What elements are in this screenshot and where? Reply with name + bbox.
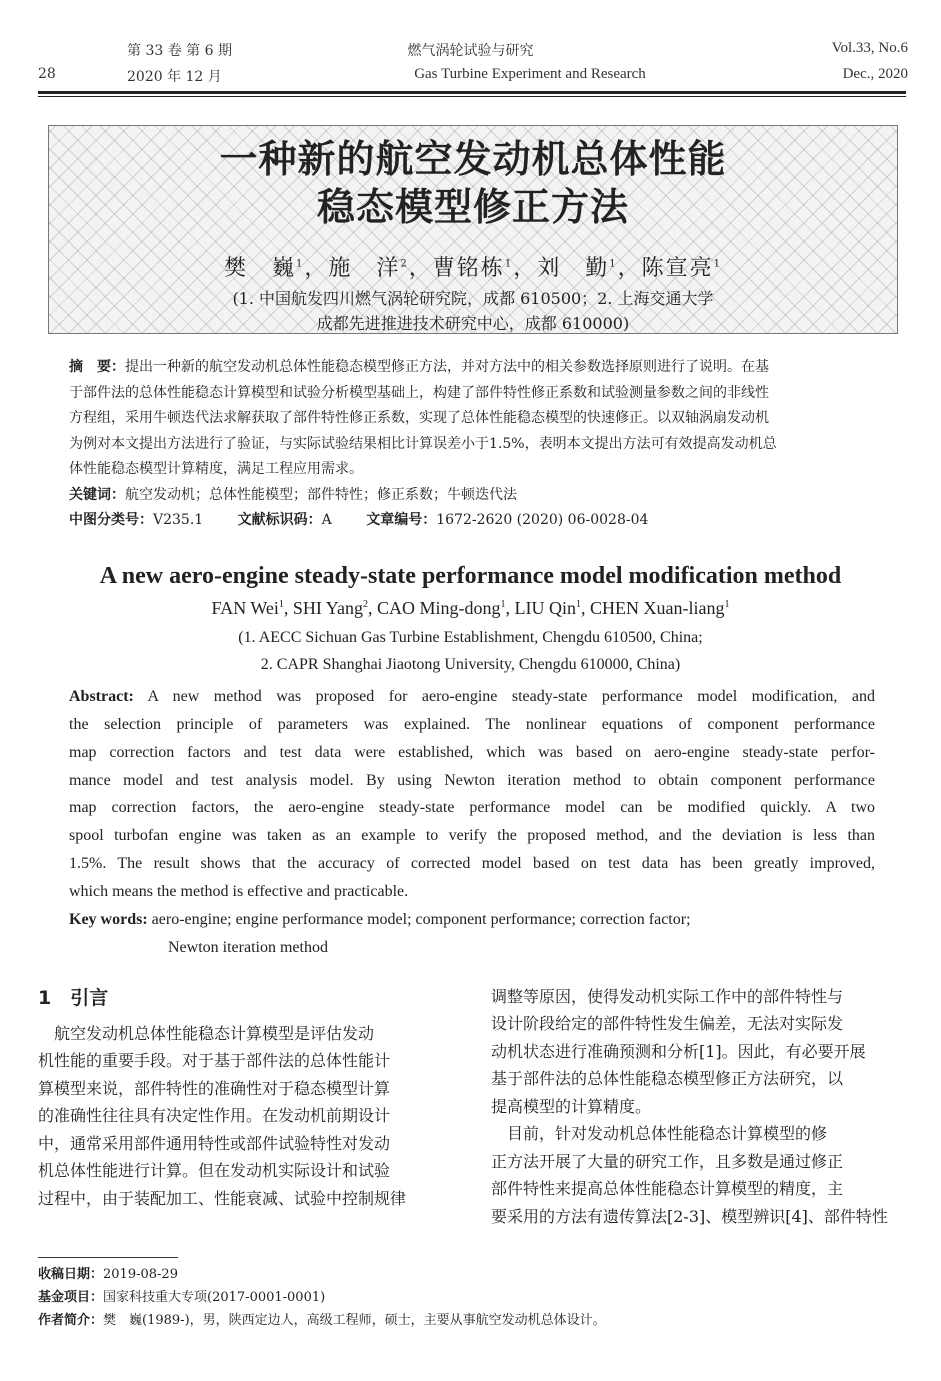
header-rule-thick (38, 91, 906, 94)
volume-issue-en: Vol.33, No.6 (831, 40, 908, 56)
left-col-line: 过程中，由于装配加工、性能衰减、试验中控制规律 (38, 1189, 407, 1208)
left-col-line: 中，通常采用部件通用特性或部件试验特性对发动 (38, 1134, 391, 1153)
title-cn-line2: 稳态模型修正方法 (316, 185, 629, 229)
title-cn-line1: 一种新的航空发动机总体性能 (219, 137, 727, 181)
left-col-line: 机总体性能进行计算。但在发动机实际设计和试验 (38, 1161, 391, 1180)
footnote-rule (38, 1257, 178, 1258)
abstract-cn-line: 体性能稳态模型计算精度，满足工程应用需求。 (69, 461, 363, 477)
right-col-line: 基于部件法的总体性能稳态模型修正方法研究，以 (491, 1069, 844, 1088)
footnote-received: 收稿日期：2019-08-29 (38, 1267, 178, 1282)
footnote-fund: 基金项目：国家科技重大专项(2017-0001-0001) (38, 1290, 326, 1305)
title-en: A new aero-engine steady-state performance model modification method (99, 563, 842, 589)
right-col-line: 要采用的方法有遗传算法[2-3]、模型辨识[4]、部件特性 (491, 1207, 888, 1226)
title-box (48, 125, 898, 334)
abstract-en-line: spool turbofan engine was taken as an example to verify the proposed method, and the deviation is less than (69, 827, 875, 844)
affiliation-en-line1: (1. AECC Sichuan Gas Turbine Establishment, Chengdu 610500, China; (238, 629, 703, 646)
keywords-en: Key words: aero-engine; engine performance model; component performance; correction factor; (69, 911, 691, 928)
abstract-cn-line: 于部件法的总体性能稳态计算模型和试验分析模型基础上，构建了部件特性修正系数和试验测量参数之间的非线性 (69, 385, 769, 401)
author-cn: 刘 勤$^1$ (537, 256, 618, 281)
abstract-en-line: mance model and test analysis model. By using Newton iteration method to obtain component performance (69, 772, 875, 789)
abstract-en-line: map correction factors, the aero-engine steady-state performance model can be modified quickly. A two (69, 799, 875, 816)
left-col-line: 航空发动机总体性能稳态计算模型是评估发动 (38, 1024, 375, 1043)
keywords-en-cont: Newton iteration method (168, 939, 328, 956)
footnote-bio: 作者简介：樊 巍(1989-)，男，陕西定边人，高级工程师，硕士，主要从事航空发动机总体设计。 (38, 1313, 606, 1328)
keywords-cn-label: 关键词： (69, 487, 125, 503)
authors-cn: 樊 巍$^1$，施 洋$^2$，曹铭栋$^1$，刘 勤$^1$，陈宣亮$^1$ (223, 256, 722, 281)
affiliation-en-line2: 2. CAPR Shanghai Jiaotong University, Chengdu 610000, China) (260, 656, 681, 673)
left-col-line: 算模型来说，部件特性的准确性对于稳态模型计算 (38, 1079, 391, 1098)
date-en: Dec., 2020 (842, 66, 908, 82)
right-col-line: 动机状态进行准确预测和分析[1]。因此，有必要开展 (491, 1042, 866, 1061)
keywords-en-label: Key words: (69, 911, 148, 928)
left-col-line: 的准确性往往具有决定性作用。在发动机前期设计 (38, 1106, 391, 1125)
author-cn: 陈宣亮$^1$ (641, 256, 722, 281)
right-col-line: 正方法开展了大量的研究工作，且多数是通过修正 (491, 1152, 844, 1171)
keywords-cn: 关键词：航空发动机；总体性能模型；部件特性；修正系数；牛顿迭代法 (69, 487, 517, 503)
journal-title-en: Gas Turbine Experiment and Research (414, 66, 646, 82)
volume-issue-cn: 第 33 卷 第 6 期 (127, 43, 232, 59)
abstract-en-line: which means the method is effective and practicable. (69, 883, 409, 900)
author-cn: 曹铭栋$^1$ (432, 256, 514, 281)
right-col-line: 调整等原因，使得发动机实际工作中的部件特性与 (491, 987, 844, 1006)
date-cn: 2020 年 12 月 (127, 69, 222, 85)
abstract-en-label: Abstract: (69, 688, 134, 705)
journal-title-cn: 燃气涡轮试验与研究 (407, 43, 534, 59)
abstract-cn-line: 为例对本文提出方法进行了验证，与实际试验结果相比计算误差小于1.5%，表明本文提出方法可有效提高发动机总 (69, 436, 777, 452)
abstract-cn-line: 方程组，采用牛顿迭代法求解获取了部件特性修正系数，实现了总体性能稳态模型的快速修正。以双轴涡扇发动机 (69, 410, 769, 426)
abstract-en-line: the selection principle of parameters was explained. The nonlinear equations of component performance (69, 716, 875, 733)
right-col-line: 设计阶段给定的部件特性发生偏差，无法对实际发 (491, 1014, 844, 1033)
author-cn: 施 洋$^2$ (328, 256, 409, 281)
right-col-line: 目前，针对发动机总体性能稳态计算模型的修 (491, 1124, 828, 1143)
abstract-cn-label: 摘 要： (69, 359, 125, 375)
author-cn: 樊 巍$^1$ (223, 256, 305, 281)
abstract-en-line: Abstract: A new method was proposed for aero-engine steady-state performance model modification, and (69, 688, 876, 705)
abstract-en-line: 1.5%. The result shows that the accuracy of corrected model based on test data has been greatly improved, (69, 855, 875, 872)
affiliation-cn-line1: (1. 中国航发四川燃气涡轮研究院，成都 610500；2. 上海交通大学 (232, 289, 714, 308)
abstract-en-line: map correction factors and test data were established, which was based on aero-engine steady-state perfor- (69, 744, 875, 761)
abstract-cn-line: 摘 要：提出一种新的航空发动机总体性能稳态模型修正方法，并对方法中的相关参数选择原则进行了说明。在基 (69, 359, 769, 375)
right-col-line: 部件特性来提高总体性能稳态计算模型的精度，主 (491, 1179, 844, 1198)
authors-en: FAN Wei$^1$, SHI Yang$^2$, CAO Ming-dong$^1$, LIU Qin$^1$, CHEN Xuan-liang$^1$ (211, 598, 730, 618)
left-col-line: 机性能的重要手段。对于基于部件法的总体性能计 (38, 1051, 391, 1070)
section-heading: 1 引言 (38, 987, 109, 1009)
page-number: 28 (38, 66, 56, 82)
header-rule-thin (38, 96, 906, 97)
right-col-line: 提高模型的计算精度。 (491, 1097, 652, 1116)
classification-line: 中图分类号：V235.1 文献标识码：A 文章编号：1672-2620 (2020) 06-0028-04 (69, 512, 649, 528)
affiliation-cn-line2: 成都先进推进技术研究中心，成都 610000) (316, 314, 630, 333)
